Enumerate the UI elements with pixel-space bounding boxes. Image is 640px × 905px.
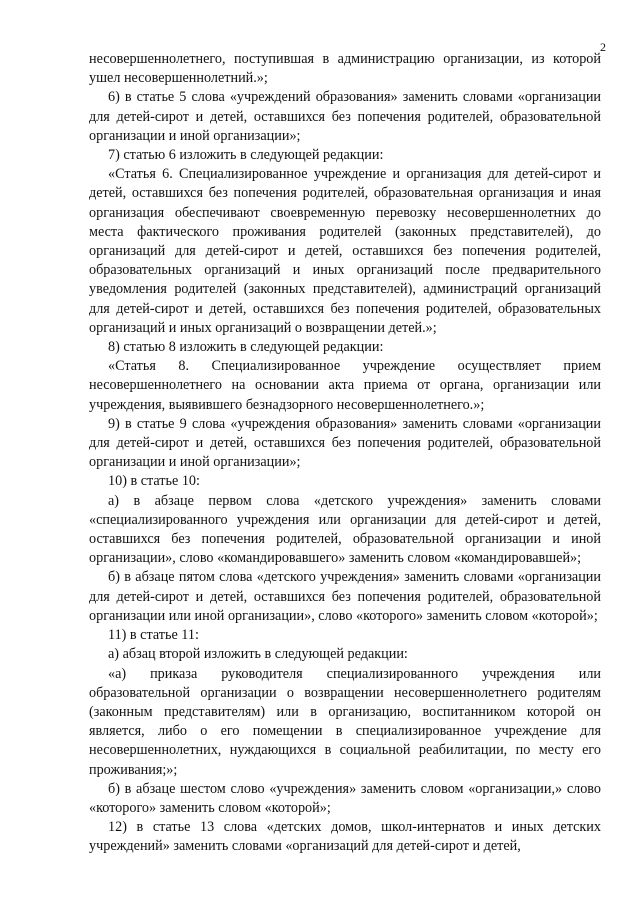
paragraph-3: 7) статью 6 изложить в следующей редакции:: [108, 147, 384, 164]
paragraph-10: б) в абзаце пятом слова «детского учреждения» заменить словами «организации для детей-сирот и детей, оставшихся без попечения родителей, образовательной организации или иной организации», слово «которого» заменить словом «которой»;: [89, 569, 601, 624]
paragraph-9: а) в абзаце первом слова «детского учреждения» заменить словами «специализированного учреждения или организации для детей-сирот и детей, оставшихся без попечения родителей, образовательной организации и иной организации», слово «командировавшего» заменить словом «командировавшей»;: [89, 492, 601, 567]
paragraph-15: 12) в статье 13 слова «детских домов, школ-интернатов и иных детских учреждений» заменить словами «организаций для детей-сирот и детей,: [89, 819, 601, 855]
paragraph-2: 6) в статье 5 слова «учреждений образования» заменить словами «организации для детей-сирот и детей, оставшихся без попечения родителей, образовательной организации и иной организации»;: [89, 89, 601, 144]
paragraph-5: 8) статью 8 изложить в следующей редакции:: [108, 339, 384, 356]
paragraph-4: «Статья 6. Специализированное учреждение и организация для детей-сирот и детей, оставшихся без попечения родителей, образовательная организация и иная организация обеспечивают своевременную перевозку несовершеннолетних до места фактического проживания родителей (законных представителей), до организаций для детей-сирот и детей, оставшихся без попечения родителей, образовательных организаций и иных организаций после предварительного уведомления родителей (законных представителей), администраций организаций для детей-сирот и детей, оставшихся без попечения родителей, образовательных организаций и иных организаций о возвращении детей.»;: [89, 166, 601, 336]
paragraph-6: «Статья 8. Специализированное учреждение осуществляет прием несовершеннолетнего на основании акта приема от органа, организации или учреждения, выявившего безнадзорного несовершеннолетнего.»;: [89, 358, 601, 413]
page-number: 2: [600, 40, 606, 54]
paragraph-12: а) абзац второй изложить в следующей редакции:: [108, 646, 408, 663]
paragraph-11: 11) в статье 11:: [108, 627, 199, 644]
document-body: [89, 50, 601, 857]
paragraph-13: «а) приказа руководителя специализированного учреждения или образовательной организации о возвращении несовершеннолетнего родителям (законным представителям) или в организацию, воспитанником которой он является, либо о его помещении в специализированное учреждение для несовершеннолетних, нуждающихся в социальной реабилитации, по месту его проживания;»;: [89, 665, 601, 778]
paragraph-14: б) в абзаце шестом слово «учреждения» заменить словом «организации,» слово «которого» заменить словом «которой»;: [89, 780, 601, 816]
paragraph-1: несовершеннолетнего, поступившая в администрацию организации, из которой ушел несовершеннолетний.»;: [89, 51, 601, 87]
paragraph-7: 9) в статье 9 слова «учреждения образования» заменить словами «организации для детей-сирот и детей, оставшихся без попечения родителей, образовательной организации и иной организации»;: [89, 415, 601, 471]
paragraph-8: 10) в статье 10:: [108, 473, 200, 490]
